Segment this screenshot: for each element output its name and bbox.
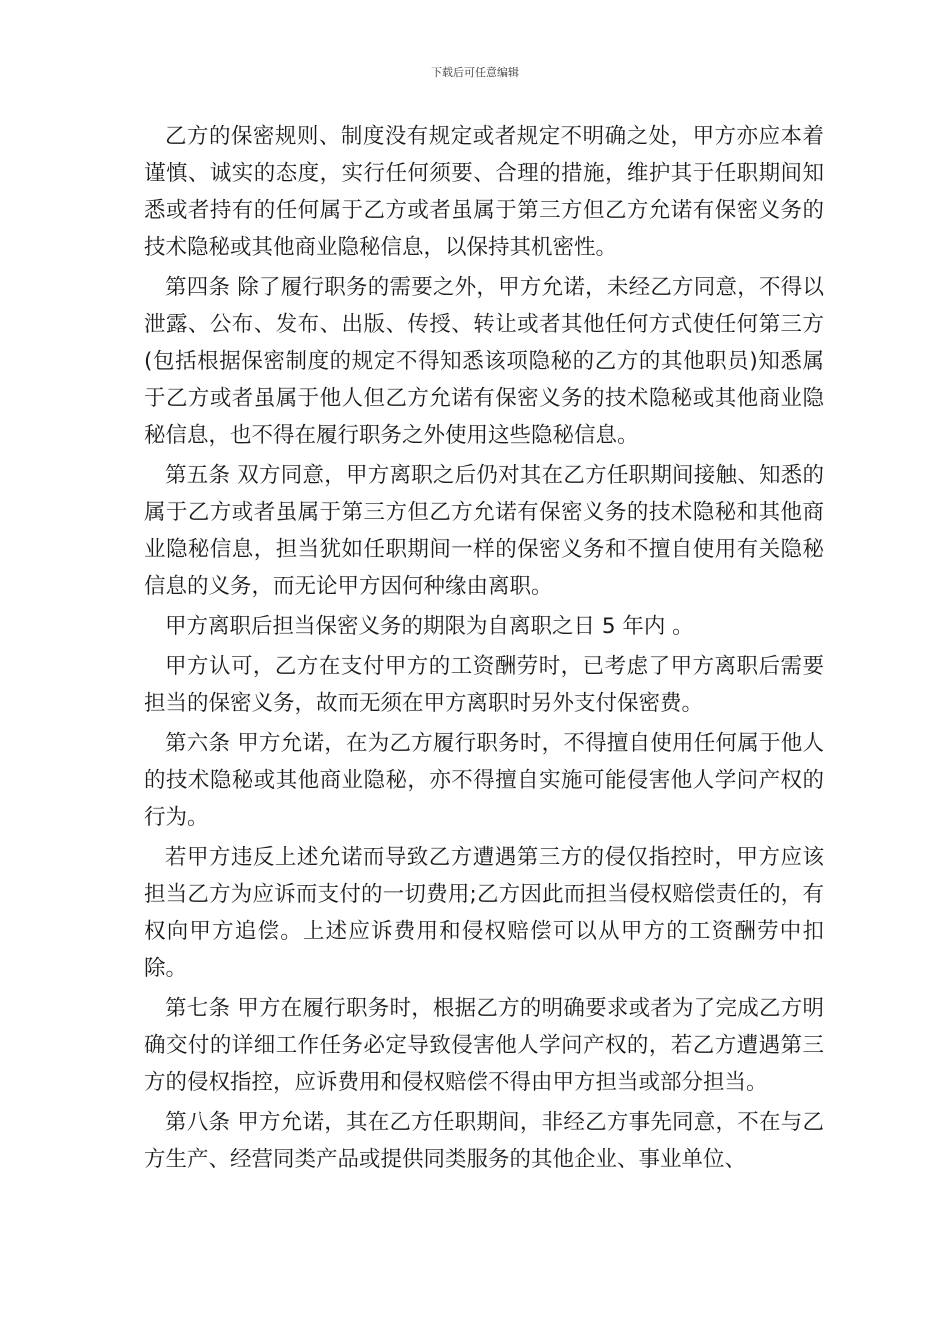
paragraph-confidentiality-period: 甲方离职后担当保密义务的期限为自离职之日 5 年内 。 xyxy=(165,614,694,639)
paragraph-confidentiality-rules: 乙方的保密规则、制度没有规定或者规定不明确之处，甲方亦应本着谨慎、诚实的态度，实行任何须要、合理的措施，维护其于任职期间知悉或者持有的任何属于乙方或者虽属于第三方但乙方允诺有保密义务的技术隐秘或其他商业隐秘信息，以保持其机密性。 xyxy=(144,124,824,260)
paragraph-infringement-liability: 若甲方违反上述允诺而导致乙方遭遇第三方的侵仅指控时，甲方应该担当乙方为应诉而支付的一切费用;乙方因此而担当侵权赔偿责任的，有权向甲方追偿。上述应诉费用和侵权赔偿可以从甲方的工资酬劳中扣除。 xyxy=(144,845,824,981)
paragraph-article-7: 第七条 甲方在履行职务时，根据乙方的明确要求或者为了完成乙方明确交付的详细工作任务必定导致侵害他人学问产权的，若乙方遭遇第三方的侵权指控，应诉费用和侵权赔偿不得由甲方担当或部分担当。 xyxy=(144,996,824,1095)
paragraph-salary-acknowledgement: 甲方认可，乙方在支付甲方的工资酬劳时，已考虑了甲方离职后需要担当的保密义务，故而无须在甲方离职时另外支付保密费。 xyxy=(144,654,824,716)
paragraph-article-6: 第六条 甲方允诺，在为乙方履行职务时，不得擅自使用任何属于他人的技术隐秘或其他商业隐秘，亦不得擅自实施可能侵害他人学问产权的行为。 xyxy=(144,731,824,830)
paragraph-article-4: 第四条 除了履行职务的需要之外，甲方允诺，未经乙方同意，不得以泄露、公布、发布、出版、传授、转让或者其他任何方式使任何第三方(包括根据保密制度的规定不得知悉该项隐秘的乙方的其他职员)知悉属于乙方或者虽属于他人但乙方允诺有保密义务的技术隐秘或其他商业隐秘信息，也不得在履行职务之外使用这些隐秘信息。 xyxy=(144,275,824,448)
paragraph-article-5: 第五条 双方同意，甲方离职之后仍对其在乙方任职期间接触、知悉的属于乙方或者虽属于第三方但乙方允诺有保密义务的技术隐秘和其他商业隐秘信息，担当犹如任职期间一样的保密义务和不擅自使用有关隐秘信息的义务，而无论甲方因何种缘由离职。 xyxy=(144,463,824,599)
document-body xyxy=(144,118,824,1181)
page-header: 下载后可任意编辑 xyxy=(431,66,519,79)
paragraph-article-8: 第八条 甲方允诺，其在乙方任职期间，非经乙方事先同意，不在与乙方生产、经营同类产品或提供同类服务的其他企业、事业单位、 xyxy=(144,1110,824,1172)
